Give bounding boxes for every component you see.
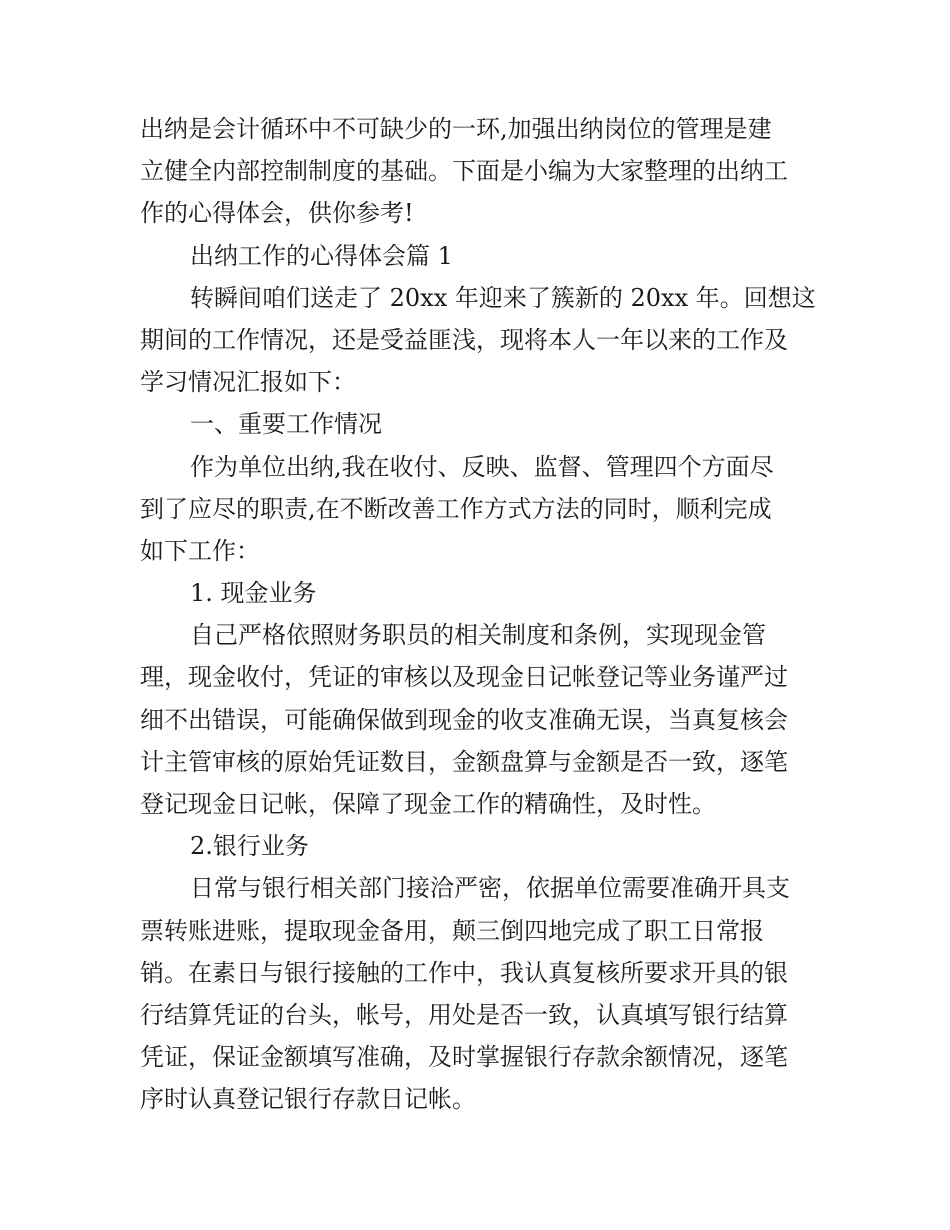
paragraph-line: 登记现金日记帐，保障了现金工作的精确性，及时性。: [140, 790, 716, 818]
paragraph-line: 票转账进账，提取现金备用，颠三倒四地完成了职工日常报: [140, 916, 764, 945]
paragraph-line: 销。在素日与银行接触的工作中，我认真复核所要求开具的银: [140, 958, 788, 987]
paragraph-line: 出纳是会计循环中不可缺少的一环,加强出纳岗位的管理是建: [140, 115, 772, 143]
paragraph-line: 行结算凭证的台头，帐号，用处是否一致，认真填写银行结算: [140, 1000, 788, 1029]
section-heading: 一、重要工作情况: [190, 410, 382, 439]
paragraph-line: 凭证，保证金额填写准确，及时掌握银行存款余额情况，逐笔: [140, 1043, 788, 1072]
paragraph-line: 细不出错误，可能确保做到现金的收支准确无误，当真复核会: [140, 705, 788, 734]
section-heading: 2.银行业务: [190, 832, 309, 861]
paragraph-line: 立健全内部控制制度的基础。下面是小编为大家整理的出纳工: [140, 157, 788, 186]
paragraph-line: 序时认真登记银行存款日记帐。: [140, 1085, 476, 1114]
paragraph-line: 作的心得体会，供你参考!: [140, 199, 414, 228]
paragraph-line: 学习情况汇报如下：: [140, 368, 356, 397]
paragraph-line: 计主管审核的原始凭证数目，金额盘算与金额是否一致，逐笔: [140, 747, 788, 776]
section-heading: 出纳工作的心得体会篇 1: [190, 241, 453, 270]
section-heading: 1. 现金业务: [190, 579, 317, 608]
paragraph-line: 自己严格依照财务职员的相关制度和条例，实现现金管: [190, 621, 766, 650]
paragraph-line: 日常与银行相关部门接洽严密，依据单位需要准确开具支: [190, 874, 790, 903]
paragraph-line: 转瞬间咱们送走了 20xx 年迎来了簇新的 20xx 年。回想这: [190, 283, 816, 312]
paragraph-line: 如下工作：: [140, 536, 260, 565]
paragraph-line: 作为单位出纳,我在收付、反映、监督、管理四个方面尽: [190, 452, 774, 481]
paragraph-line: 期间的工作情况，还是受益匪浅，现将本人一年以来的工作及: [140, 325, 788, 354]
paragraph-line: 到了应尽的职责,在不断改善工作方式方法的同时，顺利完成: [140, 494, 772, 523]
paragraph-line: 理，现金收付，凭证的审核以及现金日记帐登记等业务谨严过: [140, 663, 788, 692]
document-body: [140, 108, 816, 1121]
